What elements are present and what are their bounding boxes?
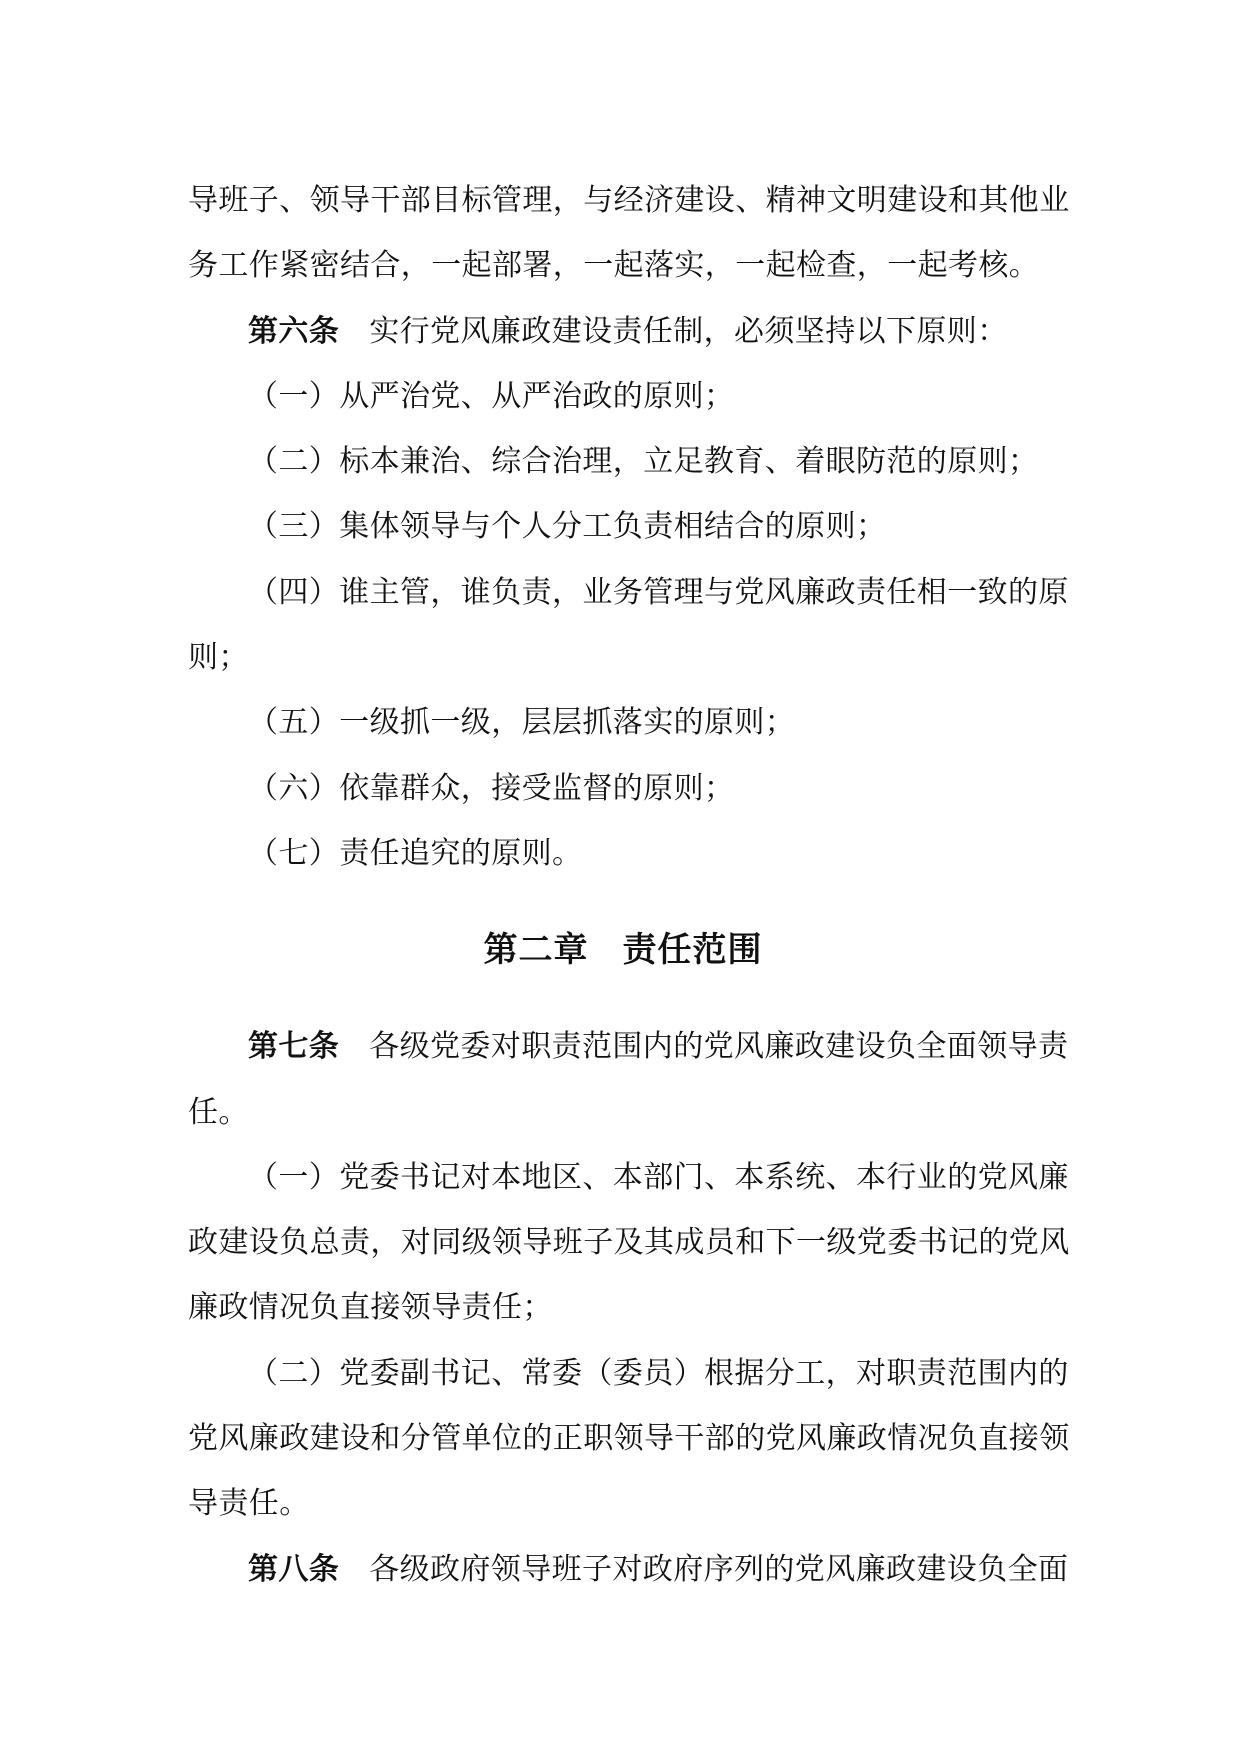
list-item-continuation: 政建设负总责，对同级领导班子及其成员和下一级党委书记的党风 xyxy=(188,1225,1070,1261)
article-text: 各级政府领导班子对政府序列的党风廉政建设负全面 xyxy=(369,1551,1069,1587)
list-item-continuation: 党风廉政建设和分管单位的正职领导干部的党风廉政情况负直接领 xyxy=(188,1421,1070,1457)
article-label: 第七条 xyxy=(248,1029,340,1065)
list-item-continuation: 廉政情况负直接领导责任； xyxy=(188,1290,553,1326)
text-line: 务工作紧密结合，一起部署，一起落实，一起检查，一起考核。 xyxy=(188,248,1040,284)
list-item-continuation: 导责任。 xyxy=(188,1486,310,1522)
list-item: （五）一级抓一级，层层抓落实的原则； xyxy=(248,705,796,741)
article-text: 实行党风廉政建设责任制，必须坚持以下原则： xyxy=(369,313,1008,349)
list-item-continuation: 则； xyxy=(188,640,249,676)
chapter-number: 第二章 xyxy=(483,930,589,971)
document-body xyxy=(188,168,1070,1602)
list-item: （七）责任追究的原则。 xyxy=(248,835,583,871)
list-item: （二）党委副书记、常委（委员）根据分工，对职责范围内的 xyxy=(248,1355,1069,1391)
article-seven xyxy=(188,1014,1069,1079)
article-label: 第六条 xyxy=(248,313,340,349)
list-item: （一）从严治党、从严治政的原则； xyxy=(248,378,735,414)
article-eight xyxy=(188,1537,1069,1602)
article-label: 第八条 xyxy=(248,1551,340,1587)
list-item: （二）标本兼治、综合治理，立足教育、着眼防范的原则； xyxy=(248,444,1039,480)
chapter-heading xyxy=(188,886,1058,1014)
text-line: 导班子、领导干部目标管理，与经济建设、精神文明建设和其他业 xyxy=(188,183,1070,218)
list-item: （六）依靠群众，接受监督的原则； xyxy=(248,770,735,806)
text-line: 任。 xyxy=(188,1094,249,1130)
article-six xyxy=(188,299,1058,364)
list-item: （一）党委书记对本地区、本部门、本系统、本行业的党风廉 xyxy=(248,1159,1069,1195)
list-item: （四）谁主管，谁负责，业务管理与党风廉政责任相一致的原 xyxy=(248,574,1069,610)
article-text: 各级党委对职责范围内的党风廉政建设负全面领导责 xyxy=(369,1029,1069,1065)
list-item: （三）集体领导与个人分工负责相结合的原则； xyxy=(248,509,887,545)
chapter-title: 责任范围 xyxy=(622,930,763,971)
